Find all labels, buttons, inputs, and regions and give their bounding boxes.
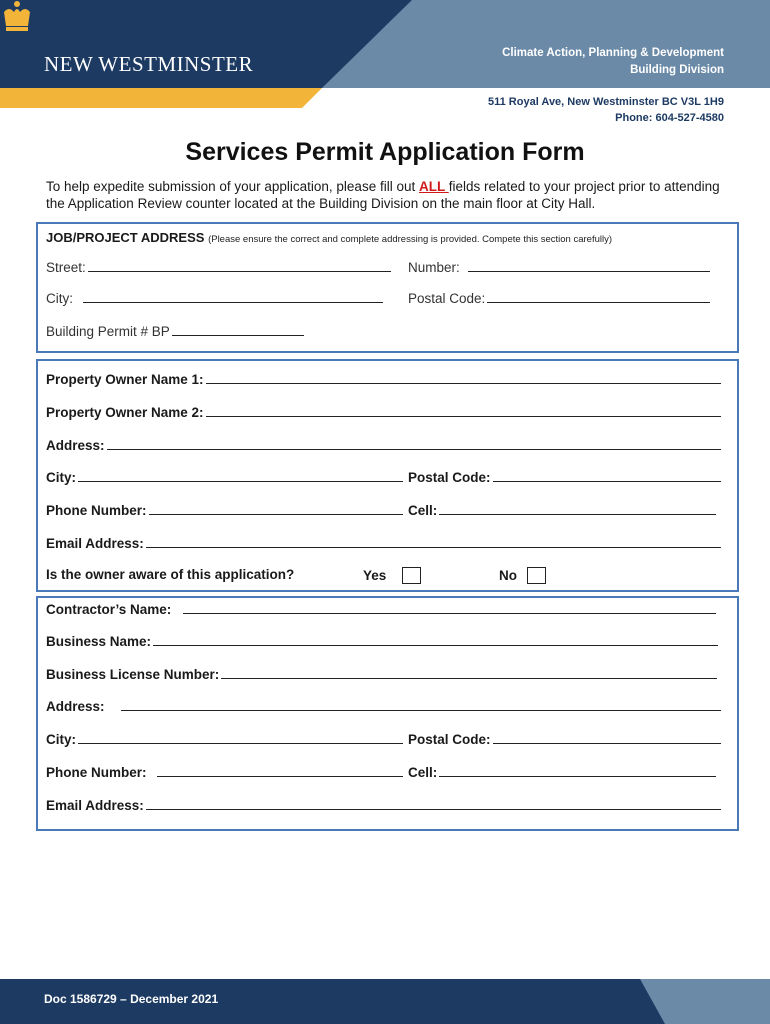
- job-postal-line[interactable]: [487, 302, 710, 303]
- job-postal-field[interactable]: [408, 291, 710, 306]
- owner-phone-label: Phone Number:: [46, 503, 147, 518]
- contractor-cell-label: Cell:: [408, 765, 438, 780]
- contractor-email-label: Email Address:: [46, 798, 144, 813]
- contractor-address-label: Address:: [46, 699, 105, 714]
- number-label: Number:: [408, 260, 460, 275]
- owner-cell-label: Cell:: [408, 503, 438, 518]
- intro-text: [46, 178, 736, 212]
- business-name-field[interactable]: [46, 634, 718, 649]
- permit-label: Building Permit # BP: [46, 324, 170, 339]
- owner-aware-label: Is the owner aware of this application?: [46, 567, 295, 582]
- job-note: (Please ensure the correct and complete addressing is provided. Compete this section carefully): [208, 234, 613, 245]
- contractor-name-label: Contractor’s Name:: [46, 602, 172, 617]
- department-name: Climate Action, Planning & Development: [502, 47, 724, 59]
- business-license-field[interactable]: [46, 667, 717, 682]
- contractor-cell-line[interactable]: [439, 776, 716, 777]
- aware-yes-checkbox[interactable]: [402, 567, 421, 584]
- contractor-city-field[interactable]: [46, 732, 403, 747]
- division-name: Building Division: [630, 64, 724, 76]
- owner-name2-field[interactable]: [46, 405, 721, 420]
- header-banner: [0, 0, 770, 124]
- owner-section: [36, 359, 739, 592]
- number-field[interactable]: [408, 260, 710, 275]
- office-phone: Phone: 604-527-4580: [615, 112, 724, 124]
- owner-address-field[interactable]: [46, 438, 721, 453]
- contractor-phone-line[interactable]: [157, 776, 403, 777]
- contractor-city-label: City:: [46, 732, 76, 747]
- aware-yes-option[interactable]: [363, 567, 421, 584]
- contractor-email-line[interactable]: [146, 809, 721, 810]
- gold-strip: [0, 88, 322, 108]
- owner-postal-field[interactable]: [408, 470, 721, 485]
- owner-postal-line[interactable]: [493, 481, 721, 482]
- owner-city-line[interactable]: [78, 481, 403, 482]
- owner-email-label: Email Address:: [46, 536, 144, 551]
- intro-all: ALL: [418, 179, 449, 194]
- business-name-line[interactable]: [153, 645, 718, 646]
- contractor-phone-field[interactable]: [46, 765, 403, 780]
- contractor-cell-field[interactable]: [408, 765, 716, 780]
- street-field[interactable]: [46, 260, 391, 275]
- contractor-postal-line[interactable]: [493, 743, 721, 744]
- office-address: 511 Royal Ave, New Westminster BC V3L 1H9: [488, 96, 724, 108]
- street-line[interactable]: [88, 271, 391, 272]
- contractor-postal-label: Postal Code:: [408, 732, 491, 747]
- owner-cell-field[interactable]: [408, 503, 716, 518]
- owner-address-label: Address:: [46, 438, 105, 453]
- job-section-title: [46, 230, 612, 245]
- aware-yes-label: Yes: [363, 568, 387, 583]
- contractor-phone-label: Phone Number:: [46, 765, 147, 780]
- job-city-label: City:: [46, 291, 73, 306]
- business-name-label: Business Name:: [46, 634, 152, 649]
- department-info: [502, 45, 724, 79]
- doc-number: Doc 1586729 – December 2021: [44, 992, 219, 1006]
- number-line[interactable]: [468, 271, 710, 272]
- job-postal-label: Postal Code:: [408, 291, 486, 306]
- job-city-field[interactable]: [46, 291, 383, 306]
- owner-phone-line[interactable]: [149, 514, 403, 515]
- owner-city-field[interactable]: [46, 470, 403, 485]
- owner-phone-field[interactable]: [46, 503, 403, 518]
- owner-email-field[interactable]: [46, 536, 721, 551]
- contractor-section: [36, 596, 739, 831]
- owner-name1-line[interactable]: [206, 383, 721, 384]
- contractor-address-line[interactable]: [121, 710, 721, 711]
- aware-no-label: No: [499, 568, 517, 583]
- contractor-name-line[interactable]: [183, 613, 716, 614]
- contractor-address-field[interactable]: [46, 699, 721, 714]
- job-heading: JOB/PROJECT ADDRESS: [46, 230, 205, 245]
- owner-address-line[interactable]: [107, 449, 721, 450]
- contact-info: [488, 94, 724, 126]
- street-label: Street:: [46, 260, 86, 275]
- owner-name1-field[interactable]: [46, 372, 721, 387]
- permit-line[interactable]: [172, 335, 304, 336]
- crown-icon: [0, 0, 34, 34]
- aware-no-option[interactable]: [499, 567, 546, 584]
- owner-aware-question: [46, 567, 294, 582]
- intro-before: To help expedite submission of your application, please fill out: [46, 179, 419, 194]
- job-city-line[interactable]: [83, 302, 383, 303]
- aware-no-checkbox[interactable]: [527, 567, 546, 584]
- owner-email-line[interactable]: [146, 547, 721, 548]
- contractor-name-field[interactable]: [46, 602, 716, 617]
- business-license-line[interactable]: [221, 678, 717, 679]
- owner-postal-label: Postal Code:: [408, 470, 491, 485]
- owner-cell-line[interactable]: [439, 514, 716, 515]
- owner-name2-label: Property Owner Name 2:: [46, 405, 204, 420]
- form-title: Services Permit Application Form: [185, 138, 585, 166]
- owner-name2-line[interactable]: [206, 416, 721, 417]
- permit-field[interactable]: [46, 324, 304, 339]
- contractor-city-line[interactable]: [78, 743, 403, 744]
- owner-city-label: City:: [46, 470, 76, 485]
- logo-wordmark: NEW WESTMINSTER: [44, 52, 254, 76]
- owner-name1-label: Property Owner Name 1:: [46, 372, 204, 387]
- business-license-label: Business License Number:: [46, 667, 220, 682]
- contractor-email-field[interactable]: [46, 798, 721, 813]
- contractor-postal-field[interactable]: [408, 732, 721, 747]
- job-address-section: [36, 222, 739, 353]
- intro-after: fields related to your project prior to attending the Application Review counter located at the Building Division on the main floor at City Hall.: [46, 179, 720, 211]
